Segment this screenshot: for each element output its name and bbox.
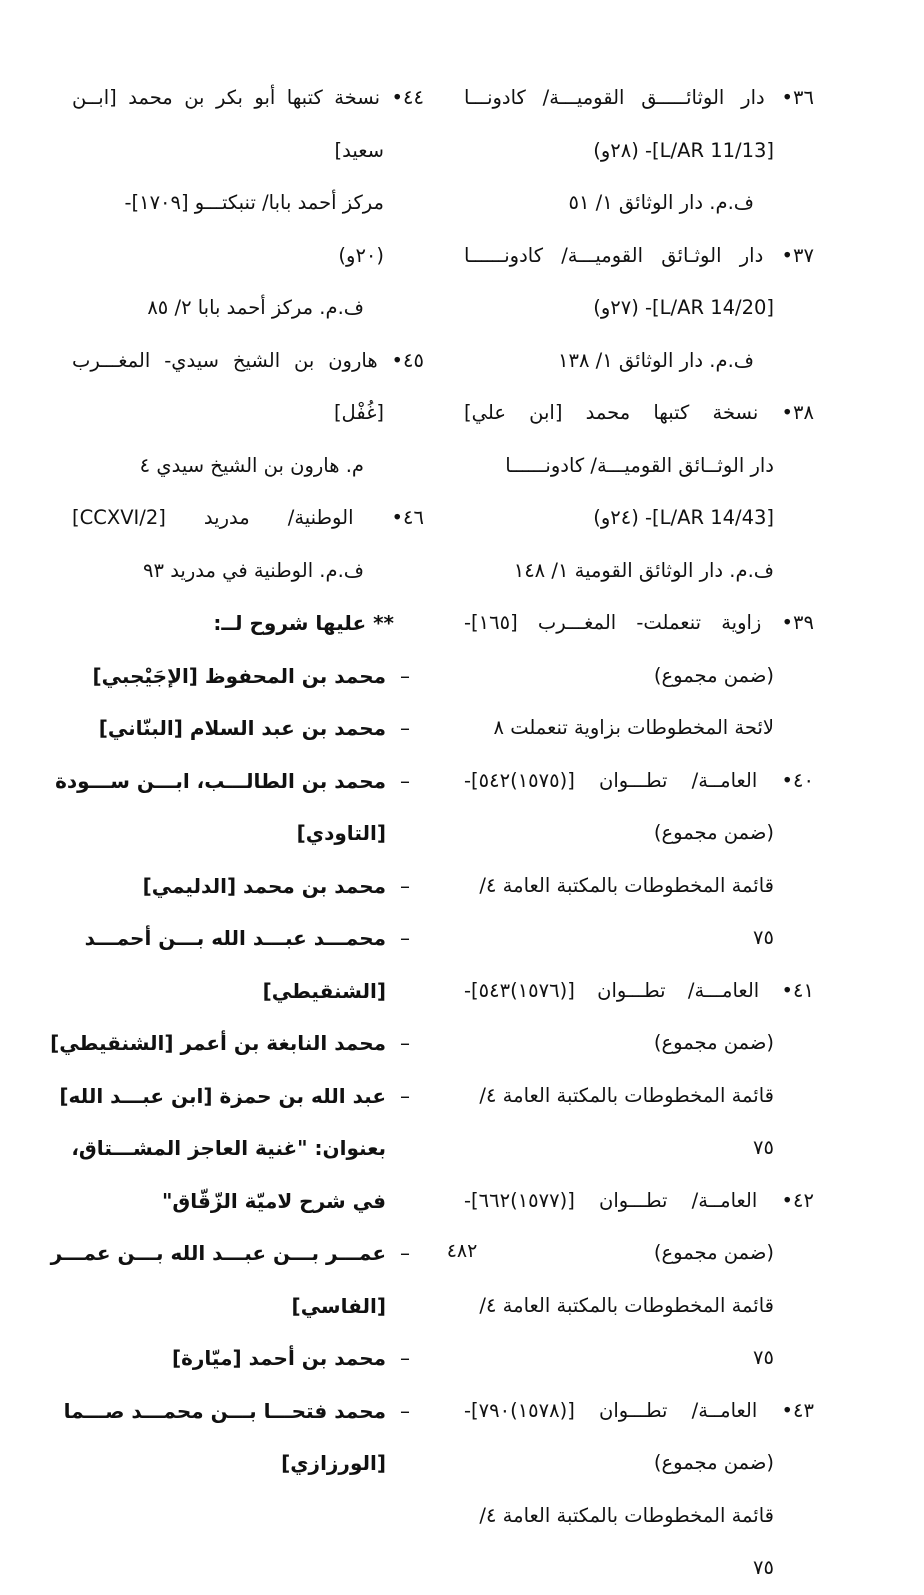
commentary-text: محمد بن عبد السلام [البنّاني] xyxy=(98,716,386,740)
entry-continuation: قائمة المخطوطات بالمكتبة العامة ٤/ xyxy=(479,1503,774,1527)
commentary-item xyxy=(72,860,424,913)
entry-reference: ف.م. الوطنية في مدريد ٩٣ xyxy=(143,558,364,582)
commentary-text: عمـــر بـــن عبـــد الله بـــن عمـــر xyxy=(50,1241,386,1265)
entry-continuation: قائمة المخطوطات بالمكتبة العامة ٤/ xyxy=(479,873,774,897)
commentary-text: محمد فتحـــا بـــن محمـــد صـــما xyxy=(63,1398,386,1423)
entry-line: ٣٩• زاوية تنعملت- المغـــرب [١٦٥]- xyxy=(464,611,814,634)
dash-marker: – xyxy=(400,716,410,740)
entry-reference: ف.م. دار الوثائق ١/ ١٣٨ xyxy=(558,348,754,372)
commentary-continuation: بعنوان: "غنية العاجز المشـــتاق، xyxy=(71,1136,386,1160)
entry-line: ٤٠• العامــة/ تطـــوان [(١٥٧٥)٥٤٢]- xyxy=(464,768,814,792)
commentary-text: محمد بن المحفوظ [الإجَيْجبي] xyxy=(92,663,386,688)
entry-line: ٤٤• نسخة كتبها أبو بكر بن محمد [ابــن xyxy=(72,86,424,109)
entry-continuation: ٧٥ xyxy=(753,1136,774,1159)
commentary-continuation: [التاودي] xyxy=(296,821,386,845)
commentary-continuation: [الفاسي] xyxy=(291,1293,386,1318)
dash-marker: – xyxy=(400,873,410,898)
entry-continuation: قائمة المخطوطات بالمكتبة العامة ٤/ xyxy=(479,1083,774,1107)
commentary-item xyxy=(55,755,424,808)
entry-continuation: [L/AR 14/43]- (٢٤و) xyxy=(593,506,774,529)
entry-continuation: (ضمن مجموع) xyxy=(653,1031,774,1054)
entry-continuation: [L/AR 11/13]- (٢٨و) xyxy=(593,138,774,162)
entry-continuation: ف.م. دار الوثائق القومية ١/ ١٤٨ xyxy=(513,558,774,582)
entry-continuation: مركز أحمد بابا/ تنبكتـــو [١٧٠٩]- xyxy=(124,191,384,214)
entry-line: ٣٨• نسخة كتبها محمد [ابن علي] xyxy=(464,401,814,424)
commentary-text: محمد بن الطالـــب، ابـــن ســـودة xyxy=(55,768,386,793)
entry-line: ٤١• العامـــة/ تطـــوان [(١٥٧٦)٥٤٣]- xyxy=(464,978,814,1002)
commentary-item xyxy=(72,650,424,703)
entry-continuation: (ضمن مجموع) xyxy=(653,821,774,844)
dash-marker: – xyxy=(400,1241,410,1265)
entry-line: ٤٦• الوطنية/ مدريد [CCXVI/2] xyxy=(72,506,424,529)
commentary-text: عبد الله بن حمزة [ابن عبـــد الله] xyxy=(59,1083,386,1108)
commentary-item xyxy=(72,912,424,965)
page-number: ٤٨٢ xyxy=(446,1240,478,1262)
dash-marker: – xyxy=(400,1398,410,1423)
commentary-continuation: في شرح لاميّة الزّقّاق" xyxy=(161,1188,386,1213)
entry-continuation: (٢٠و) xyxy=(338,243,384,267)
left-column xyxy=(50,72,424,1490)
dash-marker: – xyxy=(400,663,410,688)
commentary-text: محمد بن محمد [الدليمي] xyxy=(142,873,386,898)
entry-continuation: لائحة المخطوطات بزاوية تنعملت ٨ xyxy=(493,716,774,739)
entry-continuation: ٧٥ xyxy=(753,1556,774,1579)
commentary-item xyxy=(63,1385,424,1438)
entry-continuation: قائمة المخطوطات بالمكتبة العامة ٤/ xyxy=(479,1293,774,1317)
commentaries-heading: ** عليها شروح لــ: xyxy=(213,611,394,635)
dash-marker: – xyxy=(400,926,410,950)
commentary-text: محمـــد عبـــد الله بـــن أحمـــد xyxy=(84,926,386,950)
commentary-item xyxy=(72,1332,424,1385)
commentary-text: محمد بن أحمد [ميّارة] xyxy=(171,1346,386,1370)
entry-continuation: [غُفْل] xyxy=(333,401,384,424)
entry-continuation: [L/AR 14/20]- (٢٧و) xyxy=(593,296,774,319)
entry-line: ٣٦• دار الوثائـــــق القوميـــة/ كادونـــا xyxy=(464,86,814,109)
entry-continuation: ٧٥ xyxy=(753,1346,774,1369)
entry-continuation: (ضمن مجموع) xyxy=(653,1241,774,1264)
entry-line: ٤٣• العامــة/ تطـــوان [(١٥٧٨)٧٩٠]- xyxy=(464,1398,814,1422)
commentary-continuation: [الشنقيطي] xyxy=(262,978,386,1003)
entry-continuation: (ضمن مجموع) xyxy=(653,1451,774,1474)
dash-marker: – xyxy=(400,1346,410,1370)
entry-reference: ف.م. دار الوثائق ١/ ٥١ xyxy=(568,191,754,214)
entry-continuation: دار الوثــائق القوميـــة/ كادونــــــا xyxy=(505,453,774,477)
right-column xyxy=(464,72,814,1595)
entry-continuation: سعيد] xyxy=(334,138,384,162)
commentary-text: محمد النابغة بن أعمر [الشنقيطي] xyxy=(50,1031,386,1055)
entry-line: ٣٧• دار الوثـائق القوميـــة/ كادونــــــا xyxy=(464,243,814,267)
entry-reference: ف.م. مركز أحمد بابا ٢/ ٨٥ xyxy=(147,296,364,319)
commentary-item xyxy=(50,1017,424,1070)
dash-marker: – xyxy=(400,768,410,793)
entry-line: ٤٢• العامــة/ تطـــوان [(١٥٧٧)٦٦٢]- xyxy=(464,1188,814,1212)
entry-continuation: ٧٥ xyxy=(753,926,774,949)
commentary-continuation: [الورزازي] xyxy=(281,1451,386,1475)
dash-marker: – xyxy=(400,1031,410,1055)
dash-marker: – xyxy=(400,1083,410,1108)
commentary-item xyxy=(72,702,424,755)
entry-line: ٤٥• هارون بن الشيخ سيدي- المغـــرب xyxy=(72,348,424,372)
entry-continuation: (ضمن مجموع) xyxy=(653,663,774,687)
commentary-item xyxy=(59,1070,424,1123)
entry-reference: م. هارون بن الشيخ سيدي ٤ xyxy=(139,453,364,477)
